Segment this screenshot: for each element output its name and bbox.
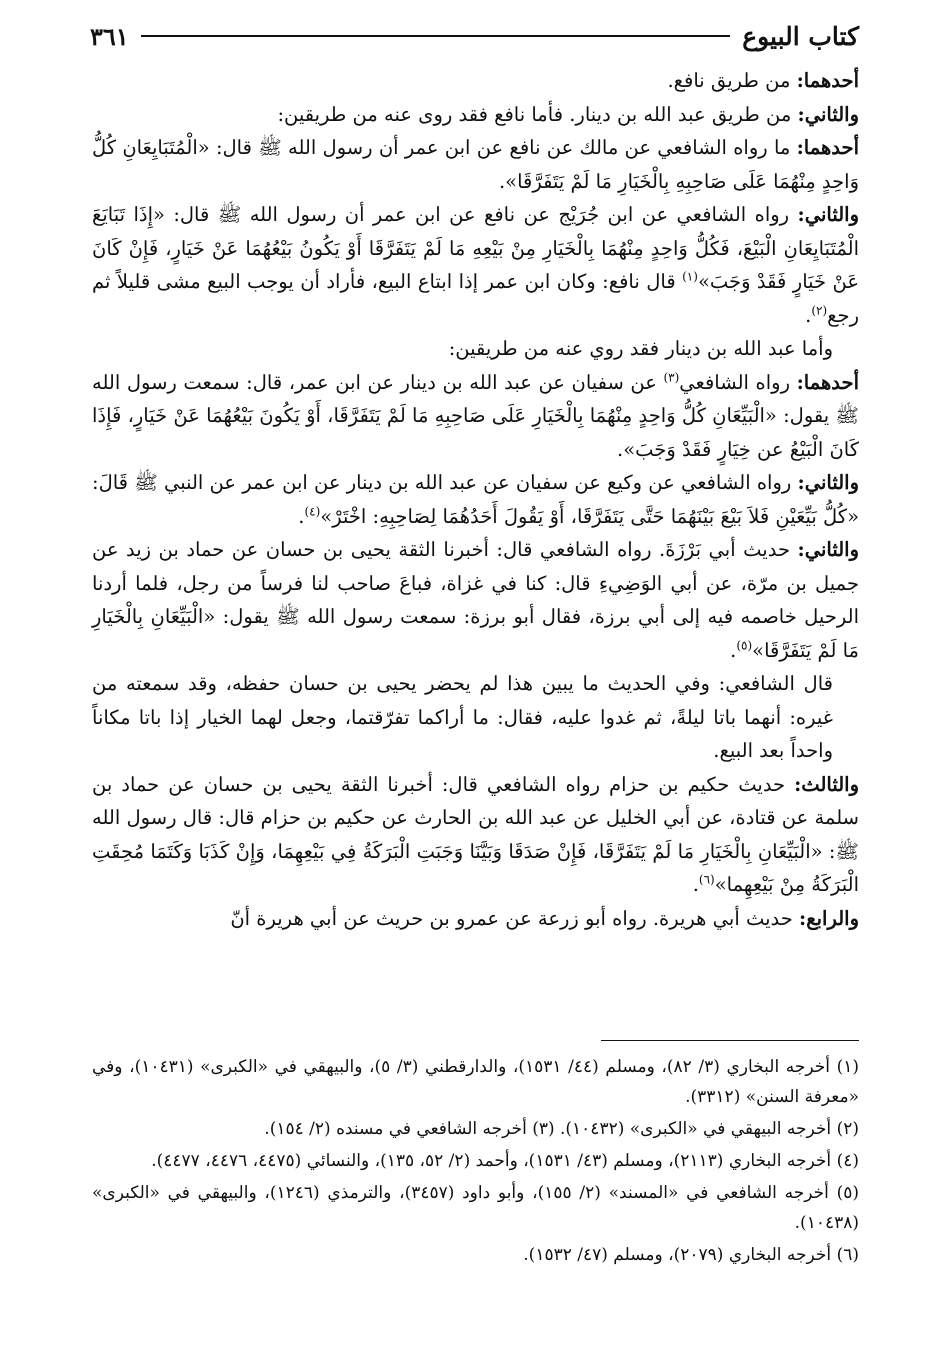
footnote-ref: (١) [682,269,698,284]
footnote-ref: (٥) [736,638,753,652]
paragraph [92,98,859,132]
paragraph [92,533,859,667]
footnote-ref: (٦) [698,872,715,887]
paragraph-label: والثاني: [797,102,859,126]
paragraph-label: والرابع: [799,906,859,930]
paragraph-text: . [692,873,699,896]
footnote [92,1240,859,1270]
header-rule [141,35,731,37]
footnote-number: (٥) [836,1183,859,1203]
footnote-ref: (٤) [304,504,321,518]
footnote-text: أخرجه البخاري (٢٠٧٩)، ومسلم (٤٧/ ١٥٣٢). [523,1245,832,1265]
paragraph-label: أحدهما: [796,69,859,92]
paragraph-text: . [805,303,812,327]
footnote-text: أخرجه الشافعي في «المسند» (٢/ ١٥٥)، وأبو داود (٣٤٥٧)، والترمذي (١٢٤٦)، والبيهقي في «الكبرى» (١٠٤٣٨). [92,1183,859,1233]
footnote-number: (٦) [836,1245,859,1265]
paragraph-text: عن سفيان عن عبد الله بن دينار عن ابن عمر، قال: سمعت رسول الله ﷺ يقول: «الْبَيِّعَانِ كُلُّ وَاحِدٍ مِنْهُمَا بِالْخَيَارِ عَلَى صَاحِبِهِ مَا لَمْ يَتَفَرَّقَا، أَوْ يَكُونَ بَيْعُهُمَا عَنْ خَيَارٍ، فَإِذَا كَانَ الْبَيْعُ عن خِيَارٍ فَقَدْ وَجَبَ». [92,370,859,461]
footnote-ref: (٢) [811,303,828,317]
paragraph [92,64,859,98]
footnote-ref: (٣) [663,370,680,384]
paragraph-text: من طريق نافع. [667,69,797,92]
paragraph [92,768,859,902]
paragraph-label: والثاني: [797,471,859,494]
paragraph [92,198,859,332]
paragraph-text: . [730,638,737,662]
paragraph-text: قال الشافعي: وفي الحديث ما يبين هذا لم يحضر يحيى بن حسان حفظه، وقد سمعته من غيره: أنهما باتا ليلةً، ثم غدوا عليه، فقال: ما أراكما تفرّقتما، وجعل لهما الخيار إذا باتا مكاناً واحداً بعد البيع. [92,672,833,762]
paragraph-text: . [298,504,305,528]
paragraph-text: من طريق عبد الله بن دينار. فأما نافع فقد روى عنه من طريقين: [277,102,798,126]
chapter-title: كتاب البيوع [742,21,859,51]
paragraph-label: والثاني: [797,538,859,561]
paragraph-text: ما رواه الشافعي عن مالك عن نافع عن ابن عمر أن رسول الله ﷺ قال: «الْمُتَبَايِعَانِ كُلُّ وَاحِدٍ مِنْهُمَا عَلَى صَاحِبِهِ بِالْخَيَارِ مَا لَمْ يَتَفَرَّقَا». [92,136,859,193]
paragraph-label: والثالث: [794,772,859,796]
footnote [92,1178,859,1238]
paragraph-text: قال نافع: وكان ابن عمر إذا ابتاع البيع، فأراد أن يوجب البيع مشى قليلاً ثم رجع [92,270,859,327]
footnote-text: أخرجه البخاري (٣/ ٨٢)، ومسلم (٤٤/ ١٥٣١)، والدارقطني (٣/ ٥)، والبيهقي في «الكبرى» (١٠٤٣١)، وفي «معرفة السنن» (٣٣١٢). [92,1057,859,1107]
footnote-number: (٢) [836,1119,859,1139]
paragraph-text: حديث أبي بَرْزَةَ. رواه الشافعي قال: أخبرنا الثقة يحيى بن حسان عن حماد بن زيد عن جميل بن مرّة، عن أبي الوَضِيءِ قال: كنا في غزاة، فباعَ صاحب لنا فرساً من رجل، فلما أردنا الرحيل خاصمه فيه إلى أبي برزة، فقال أبو برزة: سمعت رسول الله ﷺ يقول: «الْبَيِّعَانِ بِالْخَيَارِ مَا لَمْ يَتَفَرَّقَا» [92,538,859,662]
paragraph-text: حديث أبي هريرة. رواه أبو زرعة عن عمرو بن حريث عن أبي هريرة أنّ [230,906,800,930]
main-text [92,64,859,935]
footnote-number: (٤) [836,1151,859,1171]
footnote [92,1114,859,1144]
paragraph-text: رواه الشافعي عن ابن جُرَيْج عن نافع عن ابن عمر أن رسول الله ﷺ قال: «إِذَا تَبَايَعَ الْمُتَبَايِعَانِ الْبَيْعَ، فَكُلُّ وَاحِدٍ مِنْهُمَا بِالْخَيَارِ مِنْ بَيْعِهِ مَا لَمْ يَتَفَرَّقَا أَوْ يَكُونُ بَيْعُهُمَا عَنْ خَيَارٍ، فَإِنْ كَانَ عَنْ خَيَارٍ فَقَدْ وَجَبَ» [92,203,859,293]
paragraph-label: أحدهما: [796,136,859,159]
paragraph [92,131,859,198]
footnote-text: أخرجه البيهقي في «الكبرى» (١٠٤٣٢). (٣) أخرجه الشافعي في مسنده (٢/ ١٥٤). [264,1119,832,1139]
paragraph [92,366,859,467]
paragraph-label: والثاني: [797,203,859,226]
paragraph [92,332,859,366]
running-header [90,16,859,56]
paragraph-text: رواه الشافعي [679,370,797,394]
footnote-number: (١) [836,1057,860,1077]
paragraph-label: أحدهما: [796,370,859,394]
footnote [92,1052,859,1112]
paragraph [92,466,859,533]
footnotes [92,1052,859,1272]
footnote [92,1146,859,1176]
paragraph-text: رواه الشافعي عن وكيع عن سفيان عن عبد الله بن دينار عن ابن عمر عن النبي ﷺ قَالَ: «كُلُّ بَيِّعَيْنِ فَلاَ بَيْعَ بَيْنَهُمَا حَتَّى يَتَفَرَّقَا، أَوْ يَقُولَ أَحَدُهُمَا لِصَاحِبِهِ: اخْتَرْ» [92,471,859,528]
footnote-separator [601,1040,859,1041]
paragraph-text: حديث حكيم بن حزام رواه الشافعي قال: أخبرنا الثقة يحيى بن حسان عن حماد بن سلمة عن قتادة، عن أبي الخليل عن عبد الله بن الحارث عن حكيم بن حزام قال: قال رسول الله ﷺ: «الْبَيِّعَانِ بِالْخَيَارِ مَا لَمْ يَتَفَرَّقَا، فَإِنْ صَدَقَا وَبَيَّنَا وَجَبَتِ الْبَرَكَةُ فِي بَيْعِهِمَا، وَإِنْ كَذَبَا وَكَتَمَا مُحِقَتِ الْبَرَكَةُ مِنْ بَيْعِهِما» [92,772,859,896]
paragraph [92,902,859,936]
page-number: ٣٦١ [90,21,129,51]
paragraph-text: وأما عبد الله بن دينار فقد روي عنه من طريقين: [448,337,833,360]
paragraph [92,667,859,768]
footnote-text: أخرجه البخاري (٢١١٣)، ومسلم (٤٣/ ١٥٣١)، وأحمد (٢/ ٥٢، ١٣٥)، والنسائي (٤٤٧٥، ٤٤٧٦، ٤٤٧٧). [151,1151,832,1171]
